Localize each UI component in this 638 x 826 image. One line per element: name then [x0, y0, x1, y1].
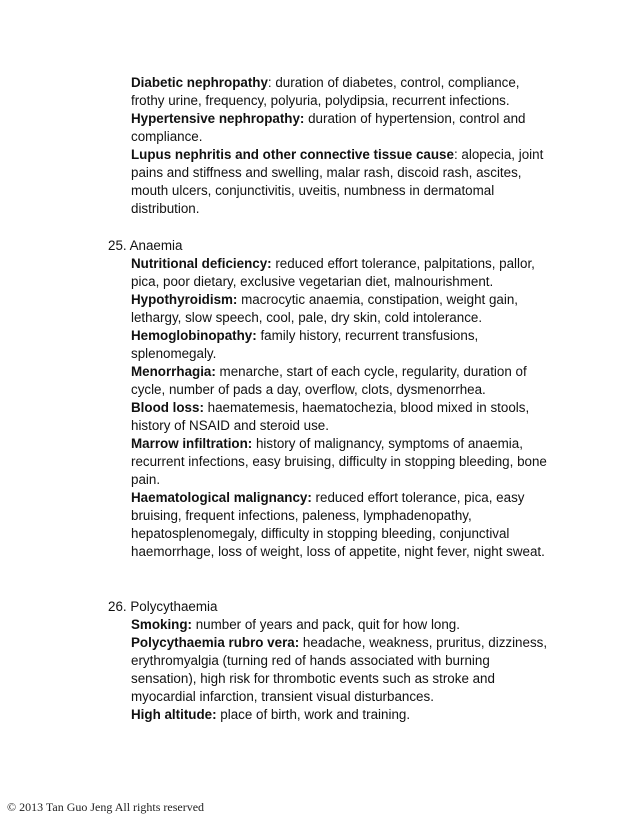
entry-lupus-nephritis [131, 146, 551, 218]
entry-text: duration of hypertension, control and compliance. [131, 111, 526, 144]
entry-term: Diabetic nephropathy [131, 75, 268, 90]
entry-text: family history, recurrent transfusions, splenomegaly. [131, 328, 479, 361]
entry-menorrhagia [131, 363, 551, 399]
entry-text: place of birth, work and training. [216, 707, 411, 722]
entry-hemoglobinopathy [131, 327, 551, 363]
entry-text: duration of diabetes, control, compliance, frothy urine, frequency, polyuria, polydipsia, recurrent infections. [131, 75, 520, 108]
entry-hypothyroidism [131, 291, 551, 327]
entry-nutritional-deficiency [131, 255, 551, 291]
entry-term: Lupus nephritis and other connective tissue cause [131, 147, 454, 162]
entry-separator: : [267, 75, 272, 90]
entry-high-altitude [131, 706, 551, 724]
entry-haematological-malignancy [131, 489, 551, 561]
entry-text: reduced effort tolerance, pica, easy bruising, frequent infections, paleness, lymphadenopathy, hepatosplenomegaly, difficulty in stopping bleeding, conjunctival haemorrhage, loss of weight, loss of appetite, night fever, night sweat. [131, 490, 545, 559]
entry-term: Marrow infiltration: [131, 436, 253, 451]
entry-marrow-infiltration [131, 435, 551, 489]
entry-text: history of malignancy, symptoms of anaemia, recurrent infections, easy bruising, difficulty in stopping bleeding, bone pain. [131, 436, 547, 487]
entry-term: Nutritional deficiency: [131, 256, 272, 271]
entry-term: Hemoglobinopathy: [131, 328, 257, 343]
entry-term: Hypertensive nephropathy: [131, 111, 305, 126]
entry-smoking [131, 616, 551, 634]
entry-text: haematemesis, haematochezia, blood mixed in stools, history of NSAID and steroid use. [131, 400, 530, 433]
entry-text: alopecia, joint pains and stiffness and swelling, malar rash, discoid rash, ascites, mouth ulcers, conjunctivitis, uveitis, numbness in dermatomal distribution. [131, 147, 544, 216]
entry-hypertensive-nephropathy [131, 110, 551, 146]
entry-blood-loss [131, 399, 551, 435]
entry-text: reduced effort tolerance, palpitations, pallor, pica, poor dietary, exclusive vegetarian diet, malnourishment. [131, 256, 535, 289]
entry-text: macrocytic anaemia, constipation, weight gain, lethargy, slow speech, cool, pale, dry skin, cold intolerance. [131, 292, 518, 325]
section-heading-anaemia: 25. Anaemia [108, 238, 183, 253]
entry-term: Smoking: [131, 617, 193, 632]
copyright-footer: © 2013 Tan Guo Jeng All rights reserved [7, 800, 205, 814]
entry-term: Haematological malignancy: [131, 490, 312, 505]
entry-term: Blood loss: [131, 400, 204, 415]
entry-term: High altitude: [131, 707, 217, 722]
entry-text: headache, weakness, pruritus, dizziness, erythromyalgia (turning red of hands associated with burning sensation), high risk for thrombotic events such as stroke and myocardial infarction, transient visual disturbances. [131, 635, 548, 704]
entry-term: Polycythaemia rubro vera: [131, 635, 300, 650]
entry-term: Menorrhagia: [131, 364, 216, 379]
entry-diabetic-nephropathy [131, 74, 551, 110]
entry-text: number of years and pack, quit for how long. [192, 617, 460, 632]
entry-term: Hypothyroidism: [131, 292, 238, 307]
section-heading-polycythaemia: 26. Polycythaemia [108, 599, 218, 614]
entry-separator: : [453, 147, 458, 162]
entry-polycythaemia-rubro-vera [131, 634, 551, 706]
entry-text: menarche, start of each cycle, regularity, duration of cycle, number of pads a day, overflow, clots, dysmenorrhea. [131, 364, 527, 397]
